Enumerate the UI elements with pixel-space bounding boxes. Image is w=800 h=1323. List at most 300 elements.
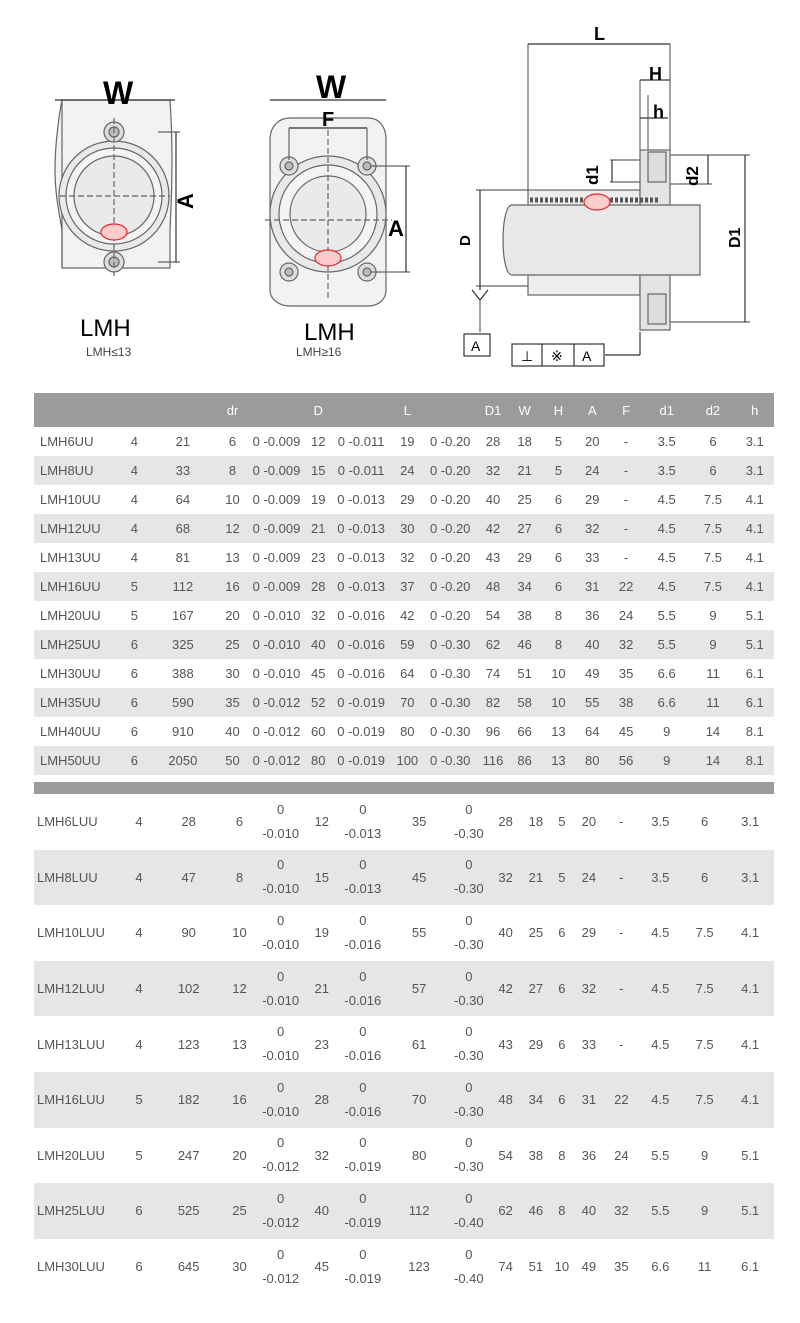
table-cell: 10 (554, 1259, 570, 1275)
table-cell: 0 -0.011 (337, 434, 385, 449)
table-cell: 19 (310, 492, 326, 507)
table-cell: 45 (618, 724, 634, 739)
table-cell: 12 (314, 814, 329, 830)
table-cell: 6 (551, 1072, 573, 1128)
table-row (34, 1128, 774, 1184)
table-cell: 24 (393, 456, 422, 485)
table-cell: 32 (490, 850, 520, 906)
table-cell: 4.1 (741, 1036, 760, 1052)
header-cell: A (575, 393, 609, 427)
table-cell: 0 -0.30 (422, 746, 478, 775)
table-cell: 31 (573, 1072, 605, 1128)
right-small-h-label: h (653, 102, 664, 122)
table-cell: 15 (309, 850, 335, 906)
table-cell: 7.5 (690, 514, 735, 543)
table-cell: 0 -0.30 (422, 630, 478, 659)
table-cell: 5.5 (651, 1147, 670, 1163)
table-cell: 21 (309, 961, 335, 1017)
table-cell: 32 (573, 961, 605, 1017)
table-cell: 52 (307, 688, 330, 717)
table-cell: LMH10LUU (37, 925, 105, 941)
table-cell: 4 (122, 514, 147, 543)
header-cell (34, 393, 122, 427)
tolerance-value-symbol: ※ (551, 349, 563, 365)
table-cell: 28 (498, 814, 513, 830)
table-cell: 5 (122, 572, 147, 601)
table-row (34, 543, 774, 572)
table-cell: 24 (614, 1147, 629, 1163)
tolerance-lower: -0.010 (262, 1048, 300, 1064)
table-cell: 525 (151, 1183, 227, 1239)
table-cell: 4.5 (638, 1072, 683, 1128)
header-cell (246, 393, 307, 427)
left-w-label: W (103, 75, 134, 111)
table-cell: 13 (551, 724, 566, 739)
table-cell (253, 961, 309, 1017)
tolerance-lower: -0.019 (344, 1159, 382, 1175)
tolerance-upper: 0 (359, 801, 367, 817)
table-cell: 10 (542, 688, 576, 717)
table-cell: 6 (122, 688, 147, 717)
table-cell: 30 (225, 666, 240, 681)
tolerance-lower: -0.010 (262, 1103, 300, 1119)
table-cell: 3.1 (745, 434, 764, 449)
table-cell: 28 (309, 1072, 335, 1128)
right-big-h-label: H (649, 64, 662, 84)
tolerance-upper: 0 (465, 912, 473, 928)
table-cell: LMH50UU (34, 746, 122, 775)
table-cell: 42 (490, 961, 520, 1017)
tolerance-datum: A (582, 348, 592, 364)
left-subtitle: LMH≤13 (86, 345, 132, 359)
middle-f-label: F (322, 109, 335, 131)
table-cell (335, 905, 391, 961)
table-cell: 5 (558, 814, 566, 830)
table-row (34, 1072, 774, 1128)
tolerance-lower: -0.016 (344, 992, 382, 1008)
table-cell: 6 (122, 746, 147, 775)
table-cell: 82 (478, 688, 507, 717)
table-cell: 0 -0.009 (252, 434, 301, 449)
table-cell: 0 -0.013 (330, 514, 393, 543)
tolerance-lower: -0.010 (262, 881, 300, 897)
table-cell: 18 (517, 434, 532, 449)
header-cell: dr (219, 393, 246, 427)
middle-w-label: W (316, 69, 347, 105)
table-cell: 6 (690, 456, 735, 485)
tolerance-upper: 0 (277, 1079, 285, 1095)
tolerance-stack (253, 1020, 309, 1068)
table-cell: 33 (581, 1036, 597, 1052)
tolerance-stack (447, 909, 490, 957)
table-cell: 5 (130, 608, 138, 623)
table-cell: 4.1 (736, 514, 775, 543)
table-cell: 29 (581, 925, 597, 941)
table-cell (335, 1072, 391, 1128)
table-cell (335, 850, 391, 906)
table-cell: 5 (554, 434, 563, 449)
table-cell: 0 -0.20 (429, 434, 471, 449)
table-cell: 12 (310, 434, 326, 449)
tolerance-upper: 0 (359, 1246, 367, 1262)
table-cell: 6.1 (745, 666, 764, 681)
table-header-bar (34, 782, 774, 794)
table-cell: 4.1 (745, 492, 764, 507)
table-cell: 8 (542, 630, 576, 659)
table-cell (447, 961, 490, 1017)
table-cell: 38 (528, 1147, 544, 1163)
middle-subtitle: LMH≥16 (296, 345, 342, 359)
table-cell: 4 (127, 961, 151, 1017)
table-cell: 32 (609, 630, 643, 659)
table-cell: 32 (575, 514, 609, 543)
table-cell: 0 -0.20 (422, 456, 478, 485)
table-cell: 4.5 (657, 550, 676, 565)
table-row (34, 1239, 774, 1295)
table-cell: 32 (314, 1147, 329, 1163)
table-cell: 27 (508, 514, 542, 543)
table-cell: LMH20LUU (37, 1147, 105, 1163)
table-cell: 35 (614, 1259, 629, 1275)
middle-a-label: A (388, 216, 404, 241)
table-cell: 32 (400, 550, 415, 565)
table-cell: - (605, 961, 637, 1017)
table-cell: 6 (135, 1259, 143, 1275)
tolerance-stack (335, 965, 391, 1013)
table-cell: 6 (558, 1036, 566, 1052)
tolerance-stack (335, 1243, 391, 1291)
tolerance-upper: 0 (277, 801, 285, 817)
table-cell: 43 (498, 1036, 513, 1052)
table-cell: 40 (485, 492, 501, 507)
table-cell: LMH13UU (40, 550, 101, 565)
table-cell: 6.6 (657, 666, 676, 681)
table-cell: 35 (618, 666, 634, 681)
table-cell: 0 -0.011 (330, 456, 393, 485)
table-cell: 74 (485, 666, 501, 681)
tolerance-stack (335, 1076, 391, 1124)
table-cell: 9 (690, 630, 735, 659)
table-cell: 29 (517, 550, 532, 565)
header-cell: d2 (690, 393, 735, 427)
header-cell: d1 (643, 393, 690, 427)
table-cell (335, 1239, 391, 1295)
table-cell: 6 (130, 724, 138, 739)
table-cell: 4.5 (643, 514, 690, 543)
table-cell: 0 -0.012 (246, 688, 307, 717)
table-cell: 8 (219, 456, 246, 485)
table-cell: 64 (400, 666, 415, 681)
table-cell: 6 (683, 850, 726, 906)
tolerance-upper: 0 (465, 1024, 473, 1040)
table-cell: 23 (310, 550, 326, 565)
table-header-row (34, 393, 774, 427)
table-cell: 0 -0.009 (246, 572, 307, 601)
table-cell: 6 (554, 492, 563, 507)
tolerance-stack (335, 798, 391, 846)
tolerance-upper: 0 (465, 1079, 473, 1095)
header-cell: H (542, 393, 576, 427)
tolerance-lower: -0.010 (262, 992, 300, 1008)
table-cell: 45 (310, 666, 326, 681)
table-cell: 25 (227, 1183, 253, 1239)
tolerance-stack (447, 1131, 490, 1179)
table-cell: LMH6UU (40, 434, 94, 449)
table-cell: 86 (508, 746, 542, 775)
tolerance-stack (253, 1076, 309, 1124)
table-cell: 24 (618, 608, 634, 623)
table-cell: 35 (411, 814, 427, 830)
table-row (34, 717, 774, 746)
table-cell (447, 1128, 490, 1184)
header-cell: W (508, 393, 542, 427)
table-cell: 6 (122, 630, 147, 659)
table-cell: 61 (411, 1036, 427, 1052)
table-cell: - (619, 814, 624, 830)
table-cell: 7.5 (703, 550, 722, 565)
table-cell: 40 (225, 724, 240, 739)
tolerance-lower: -0.30 (454, 992, 484, 1008)
tolerance-lower: -0.30 (454, 881, 484, 897)
left-a-label: A (173, 193, 198, 209)
table-cell: LMH35UU (34, 688, 122, 717)
table-cell: 43 (485, 550, 501, 565)
table-cell: 46 (521, 1183, 551, 1239)
table-cell: 20 (585, 434, 600, 449)
table-cell: 0 -0.010 (246, 630, 307, 659)
table-cell: 80 (575, 746, 609, 775)
tolerance-upper: 0 (359, 968, 367, 984)
tolerance-upper: 0 (277, 857, 285, 873)
table-cell (335, 1016, 391, 1072)
table-cell: 0 -0.019 (330, 746, 393, 775)
header-cell (147, 393, 219, 427)
table-cell: 5 (551, 850, 573, 906)
tolerance-upper: 0 (465, 1135, 473, 1151)
table-cell: 28 (181, 814, 196, 830)
table-cell: 5 (127, 1072, 151, 1128)
table-cell: 4.1 (726, 1072, 774, 1128)
tolerance-lower: -0.30 (454, 825, 484, 841)
table-cell: 66 (517, 724, 532, 739)
table-row (34, 514, 774, 543)
table-cell: 5.1 (736, 630, 775, 659)
table-cell: 0 -0.20 (429, 492, 471, 507)
table-cell: LMH25LUU (34, 1183, 127, 1239)
table-cell: 3.5 (638, 850, 683, 906)
table-cell: 0 -0.019 (337, 724, 385, 739)
table-cell: 68 (147, 514, 219, 543)
table-lmh-luu (34, 782, 774, 1294)
table-cell: 31 (575, 572, 609, 601)
table-cell: 5.1 (741, 1147, 760, 1163)
tolerance-lower: -0.40 (454, 1214, 484, 1230)
table-cell: 247 (177, 1147, 200, 1163)
table-cell: 4 (127, 850, 151, 906)
table-row (34, 850, 774, 906)
tolerance-lower: -0.013 (344, 825, 382, 841)
table-cell: 64 (585, 724, 600, 739)
table-cell: 32 (310, 608, 326, 623)
table-cell: 21 (508, 456, 542, 485)
table-cell: LMH6LUU (37, 814, 98, 830)
right-l-label: L (594, 24, 605, 44)
table-cell: 29 (528, 1036, 544, 1052)
table-cell: 36 (581, 1147, 597, 1163)
table-cell: 18 (528, 814, 544, 830)
table-cell: - (609, 456, 643, 485)
table-cell: 62 (478, 630, 507, 659)
table-cell: 0 -0.013 (337, 550, 385, 565)
table-cell: 20 (225, 608, 240, 623)
table-cell: 0 -0.009 (252, 550, 301, 565)
table-cell: - (623, 434, 629, 449)
table-cell: 29 (585, 492, 600, 507)
middle-flange-drawing (265, 100, 410, 306)
table-row (34, 794, 774, 850)
table-cell: 28 (485, 434, 501, 449)
table-cell: 4 (122, 456, 147, 485)
table-cell: 0 -0.013 (330, 572, 393, 601)
table-cell: 6 (709, 434, 717, 449)
table-cell: 3.5 (657, 434, 676, 449)
table-cell: 0 -0.009 (246, 456, 307, 485)
table-cell: LMH12LUU (34, 961, 127, 1017)
right-d2-label: d2 (683, 166, 702, 186)
table-cell: 4 (130, 434, 138, 449)
tolerance-upper: 0 (359, 1135, 367, 1151)
tolerance-upper: 0 (465, 857, 473, 873)
table-cell: 3.1 (741, 814, 760, 830)
table-cell (335, 961, 391, 1017)
table-cell: 30 (393, 514, 422, 543)
table-cell: 42 (478, 514, 507, 543)
table-cell: 910 (172, 724, 194, 739)
table-row (34, 485, 774, 514)
table-row (34, 746, 774, 775)
table-cell: 0 -0.009 (246, 514, 307, 543)
table-cell: 45 (391, 850, 447, 906)
table-cell: 4 (130, 492, 138, 507)
table-row (34, 456, 774, 485)
table-cell: 7.5 (695, 925, 714, 941)
table-row (34, 572, 774, 601)
table-cell: 80 (411, 1147, 427, 1163)
table-cell: 22 (609, 572, 643, 601)
table-cell (253, 1183, 309, 1239)
table-cell: 123 (408, 1259, 430, 1275)
tolerance-stack (253, 1243, 309, 1291)
table-cell: 4.5 (638, 961, 683, 1017)
table-cell: 182 (151, 1072, 227, 1128)
table-cell: 24 (575, 456, 609, 485)
table-cell: 57 (391, 961, 447, 1017)
tolerance-upper: 0 (277, 968, 285, 984)
table-cell: 3.1 (726, 850, 774, 906)
table-cell: 10 (232, 925, 247, 941)
tolerance-stack (447, 853, 490, 901)
table-cell: 9 (663, 724, 671, 739)
table-cell: 62 (490, 1183, 520, 1239)
table-cell (447, 850, 490, 906)
tolerance-stack (253, 1187, 309, 1235)
table-cell: - (623, 492, 629, 507)
tolerance-upper: 0 (277, 1024, 285, 1040)
table-cell: 34 (508, 572, 542, 601)
table-cell: LMH12UU (34, 514, 122, 543)
table-cell: 64 (175, 492, 191, 507)
table-cell: 6 (130, 666, 138, 681)
right-d-label: D (457, 235, 474, 246)
table-cell: 0 -0.30 (429, 666, 471, 681)
table-cell: 48 (490, 1072, 520, 1128)
table-cell: 13 (225, 550, 240, 565)
table-cell: 59 (393, 630, 422, 659)
table-cell (253, 850, 309, 906)
table-cell: 33 (147, 456, 219, 485)
table-cell: 5.5 (643, 630, 690, 659)
tolerance-upper: 0 (465, 1246, 473, 1262)
table-cell: 6 (542, 572, 576, 601)
table-cell: 24 (573, 850, 605, 906)
table-cell: - (623, 550, 629, 565)
table-cell: 13 (542, 746, 576, 775)
table-cell: 56 (609, 746, 643, 775)
table-cell: 645 (177, 1259, 200, 1275)
table-cell (335, 1128, 391, 1184)
table-cell: 37 (393, 572, 422, 601)
table-cell: 16 (219, 572, 246, 601)
table-cell: 6 (554, 550, 563, 565)
table-cell: 0 -0.012 (252, 724, 301, 739)
table-cell: 8.1 (736, 746, 775, 775)
tolerance-upper: 0 (277, 912, 285, 928)
table-cell: 30 (232, 1259, 247, 1275)
tolerance-lower: -0.016 (344, 936, 382, 952)
table-cell: LMH20UU (40, 608, 101, 623)
table-cell: 58 (508, 688, 542, 717)
table-cell: 51 (517, 666, 532, 681)
table-cell: LMH16LUU (34, 1072, 127, 1128)
table-cell: 74 (498, 1259, 513, 1275)
table-cell: 4.1 (741, 925, 760, 941)
table-cell: 9 (701, 1147, 709, 1163)
table-cell: 27 (521, 961, 551, 1017)
table-cell: 40 (307, 630, 330, 659)
table-cell: 55 (411, 925, 427, 941)
table-cell: 0 -0.019 (330, 688, 393, 717)
table-cell (253, 905, 309, 961)
table-cell: 12 (219, 514, 246, 543)
table-cell: LMH30UU (40, 666, 101, 681)
technical-drawings (0, 0, 800, 380)
table-cell: 590 (147, 688, 219, 717)
table-cell: 9 (683, 1183, 726, 1239)
tolerance-upper: 0 (465, 801, 473, 817)
table-cell: LMH13LUU (37, 1036, 105, 1052)
tolerance-lower: -0.30 (454, 1159, 484, 1175)
table-cell (447, 794, 490, 850)
table-cell: 4.1 (745, 550, 764, 565)
table-cell: 3.5 (651, 814, 670, 830)
table-cell: 325 (147, 630, 219, 659)
table-cell: 38 (517, 608, 532, 623)
tolerance-stack (253, 909, 309, 957)
tolerance-lower: -0.012 (262, 1214, 300, 1230)
table-cell: 49 (585, 666, 600, 681)
table-cell (253, 794, 309, 850)
tolerance-lower: -0.010 (262, 936, 300, 952)
